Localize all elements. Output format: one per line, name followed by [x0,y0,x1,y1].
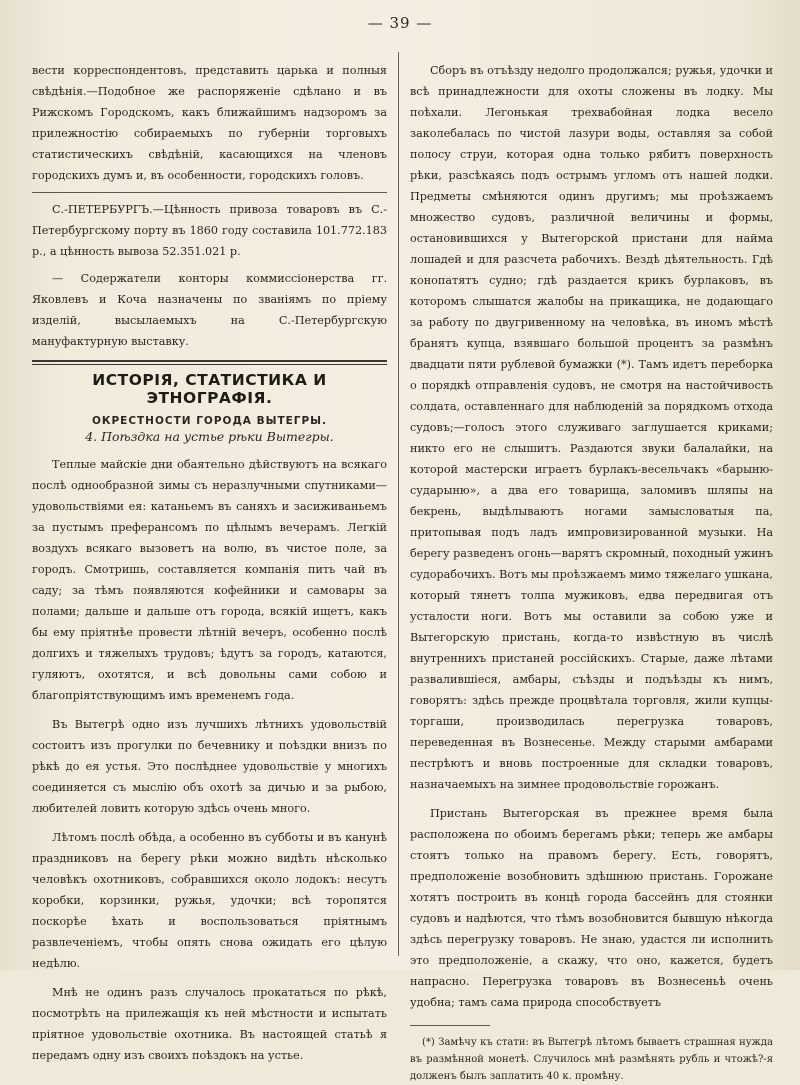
page-number: — 39 — [367,14,433,32]
right-column [410,60,773,1082]
section-header: ИСТОРІЯ, СТАТИСТИКА И ЭТНОГРАФІЯ. [92,371,327,407]
footnote: (*) Замѣчу къ стати: въ Вытегрѣ лѣтомъ бываетъ страшная нужда въ размѣнной монетѣ. Случилось мнѣ размѣнять рубль и чтожѣ?-я долженъ былъ заплатить 40 к. промѣну. [410,1037,773,1082]
section-divider [32,360,387,365]
column-divider [398,52,399,956]
news-petersburg-trade: С.-ПЕТЕРБУРГЪ.—Цѣнность привоза товаровъ въ С.-Петербургскому порту въ 1860 году составила 101.772.183 р., а цѣнность вывоза 52.351.021 р. [32,203,387,258]
left-column [32,60,387,1062]
article-paragraph: Въ Вытегрѣ одно изъ лучшихъ лѣтнихъ удовольствій состоитъ изъ прогулки по бечевнику и поѣздки внизъ по рѣкѣ до ея устья. Это послѣднее удовольствіе у многихъ соединяется съ мыслію объ охотѣ за дичью и за рыбою, любителей ловить которую здѣсь очень много. [32,718,387,815]
article-paragraph: Сборъ въ отъѣзду недолго продолжался; ружья, удочки и всѣ принадлежности для охоты сложены въ лодку. Мы поѣхали. Легонькая трехвабойная лодка весело заколебалась по чистой лазури воды, оставляя за собой полосу струи, которая одна только рябитъ поверхность рѣки, разсѣкаясь подъ острымъ угломъ отъ нашей лодки. Предметы смѣняются одинъ другимъ; мы проѣзжаемъ множество судовъ, различной величины и формы, остановившихся у Вытегорской пристани для найма лошадей и для разсчета рабочихъ. Вездѣ дѣятельность. Гдѣ конопатятъ судно; гдѣ раздается крикъ бурлаковъ, въ которомъ слышатся жалобы на прикащика, не додающаго за работу по двугривенному на человѣка, въ иномъ мѣстѣ бранятъ купца, взявшаго большой процентъ за размѣнъ двадцати пяти рублевой бумажки (*). Тамъ идетъ переборка о порядкѣ отправленія судовъ, не смотря на настойчивость солдата, оставленнаго для наблюденій за порядкомъ отхода судовъ;—голосъ этого служиваго заглушается криками; никто его не слышитъ. Раздаются звуки балалайки, на которой мастерски играетъ бурлакъ-весельчакъ «барыню-сударыню», а два его товарища, заломивъ шляпы на бекрень, выдѣлываютъ ногами замысловатыя па, притопывая подъ ладъ импровизированной музыки. На берегу разведенъ огонь—варятъ скромный, походный ужинъ судорабочихъ. Вотъ мы проѣзжаемъ мимо тяжелаго ушкана, который тянетъ толпа мужиковъ, едва передвигая отъ усталости ноги. Вотъ мы оставили за собою уже и Вытегорскую пристань, когда-то извѣстную въ числѣ внутреннихъ пристаней россійскихъ. Старые, даже лѣтами развалившіеся, амбары, съѣзды и подъѣзды къ нимъ, говорятъ: здѣсь прежде процвѣтала торговля, жили купцы-торгаши, производилась перегрузка товаровъ, переведенная въ Вознесенье. Между старыми амбарами пестрѣютъ и вновь построенные для складки товаровъ, назначаемыхъ на зимнее продовольствіе горожанъ. [410,64,773,791]
article-paragraph: Теплые майскіе дни обаятельно дѣйствуютъ на всякаго послѣ однообразной зимы съ неразлучными спутниками—удовольствіями ея: катаньемъ въ саняхъ и засиживаньемъ за пустымъ преферансомъ по цѣлымъ вечерамъ. Легкій воздухъ всякаго вызоветъ на волю, въ чистое поле, за городъ. Смотришь, составляется компанія пить чай въ саду; за тѣмъ появляются кофейники и самовары за полами; дальше и дальше отъ города, всякій ищетъ, какъ бы ему пріятнѣе провести лѣтній вечеръ, особенно послѣ долгихъ и тяжелыхъ трудовъ; ѣдутъ за городъ, катаются, гуляютъ, охотятся, и всѣ довольны сами собою и благопріятствующимъ имъ временемъ года. [32,458,387,702]
intro-fragment: вести корреспондентовъ, представить царька и полныя свѣдѣнія.—Подобное же распоряженіе сдѣлано и въ Рижскомъ Городскомъ, какъ ближайшимъ надзоромъ за прилежностію собираемыхъ по губерніи торговыхъ статистическихъ свѣдѣній, касающихся на членовъ городскихъ думъ и, въ особенности, городскихъ головъ. [32,64,387,182]
article-paragraph: Пристань Вытегорская въ прежнее время была расположена по обоимъ берегамъ рѣки; теперь же амбары стоятъ только на правомъ берегу. Есть, говорятъ, предположеніе возобновить здѣшнюю пристань. Горожане хотятъ построить въ концѣ города бассейнъ для стоянки судовъ и надѣются, что тѣмъ возобновится бывшую нѣкогда здѣсь перегрузку товаровъ. Не знаю, удастся ли исполнить это предположеніе, а скажу, что оно, кажется, будетъ напрасно. Перегрузка товаровъ въ Вознесеньѣ очень удобна; тамъ сама природа способствуетъ [410,807,773,1009]
article-title: ОКРЕСТНОСТИ ГОРОДА ВЫТЕГРЫ. [91,415,328,427]
article-subtitle: 4. Поѣздка на устье рѣки Вытегры. [85,429,334,444]
divider [32,192,387,193]
article-paragraph: Лѣтомъ послѣ обѣда, а особенно въ субботы и въ канунѣ праздниковъ на берегу рѣки можно видѣть нѣсколько человѣкъ охотниковъ, собравшихся около лодокъ: несутъ коробки, корзинки, ружья, удочки; всѣ торопятся поскорѣе ѣхать и воспользоваться пріятнымъ развлеченіемъ, чтобы опять снова ожидать его цѣлую недѣлю. [32,831,387,970]
news-commission-office: — Содержатели конторы коммиссіонерства гг. Яковлевъ и Коча назначены по званіямъ по пріему изделій, высылаемыхъ на С.-Петербургскую мануфактурную выставку. [32,272,387,348]
article-paragraph: Мнѣ не одинъ разъ случалось прокататься по рѣкѣ, посмотрѣть на прилежащія къ ней мѣстности и испытать пріятное удовольствіе охотника. Въ настоящей статьѣ я передамъ одну изъ своихъ поѣздокъ на устье. [32,986,387,1062]
footnote-divider [410,1025,490,1026]
